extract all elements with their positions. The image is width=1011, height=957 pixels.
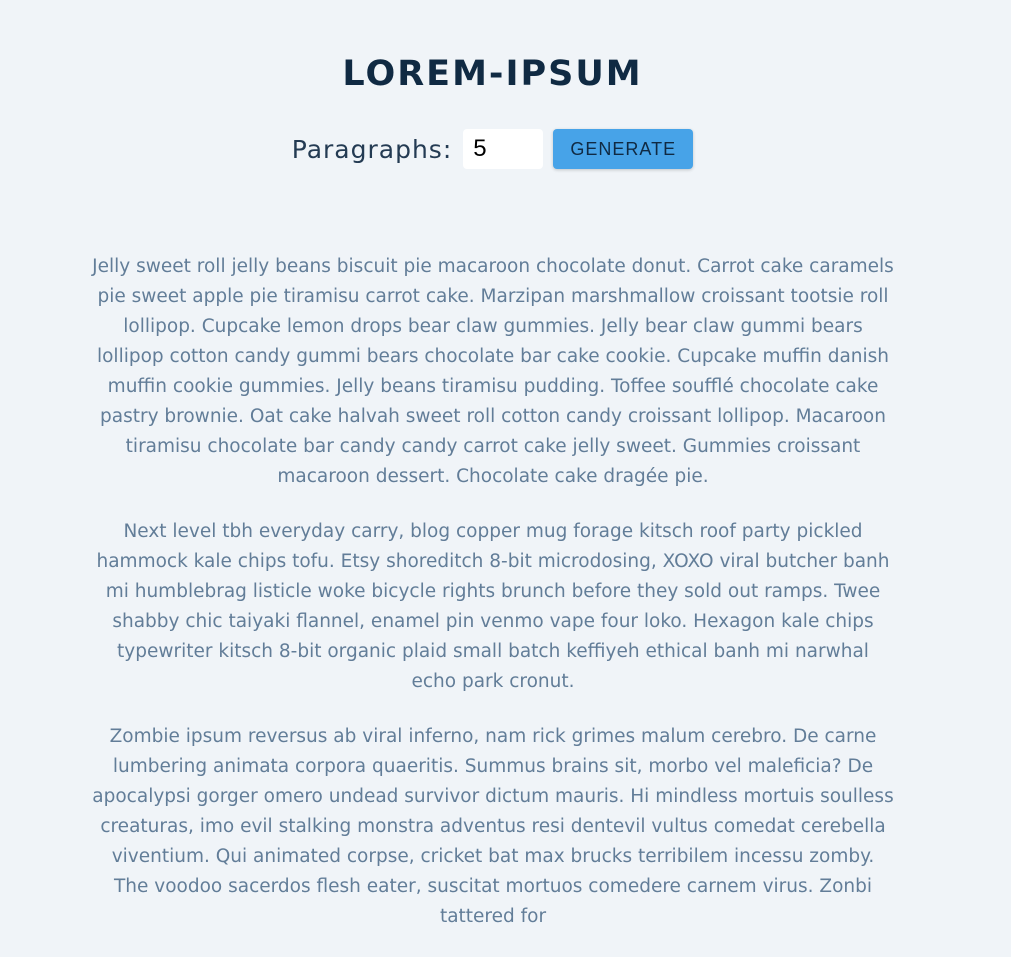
lorem-paragraph: Jelly sweet roll jelly beans biscuit pie macaroon chocolate donut. Carrot cake caramels pie sweet apple pie tiramisu carrot cake. Marzipan marshmallow croissant tootsie roll lollipop. Cupcake lemon drops bear claw gummies. Jelly bear claw gummi bears lollipop cotton candy gummi bears chocolate bar cake cookie. Cupcake muffin danish muffin cookie gummies. Jelly beans tiramisu pudding. Toffee soufflé chocolate cake pastry brownie. Oat cake halvah sweet roll cotton candy croissant lollipop. Macaroon tiramisu chocolate bar candy candy carrot cake jelly sweet. Gummies croissant macaroon dessert. Chocolate cake dragée pie.: [92, 256, 894, 487]
paragraph-count-input[interactable]: [463, 129, 543, 169]
lorem-paragraph: Next level tbh everyday carry, blog copper mug forage kitsch roof party pickled hammock kale chips tofu. Etsy shoreditch 8-bit microdosing, XOXO viral butcher banh mi humblebrag listicle woke bicycle rights brunch before they sold out ramps. Twee shabby chic taiyaki flannel, enamel pin venmo vape four loko. Hexagon kale chips typewriter kitsch 8-bit organic plaid small batch keffiyeh ethical banh mi narwhal echo park cronut.: [96, 521, 890, 692]
generated-text: [92, 252, 894, 957]
paragraphs-label: Paragraphs:: [291, 134, 453, 164]
lorem-paragraph: Zombie ipsum reversus ab viral inferno, nam rick grimes malum cerebro. De carne lumbering animata corpora quaeritis. Summus brains sit, morbo vel maleficia? De apocalypsi gorger omero undead survivor dictum mauris. Hi mindless mortuis soulless creaturas, imo evil stalking monstra adventus resi dentevil vultus comedat cerebella viventium. Qui animated corpse, cricket bat max brucks terribilem incessu zomby. The voodoo sacerdos flesh eater, suscitat mortuos comedere carnem virus. Zonbi tattered for: [92, 726, 894, 927]
page-title: LOREM-IPSUM: [342, 54, 643, 94]
generate-button[interactable]: GENERATE: [553, 129, 693, 169]
generator-form: [0, 128, 985, 170]
